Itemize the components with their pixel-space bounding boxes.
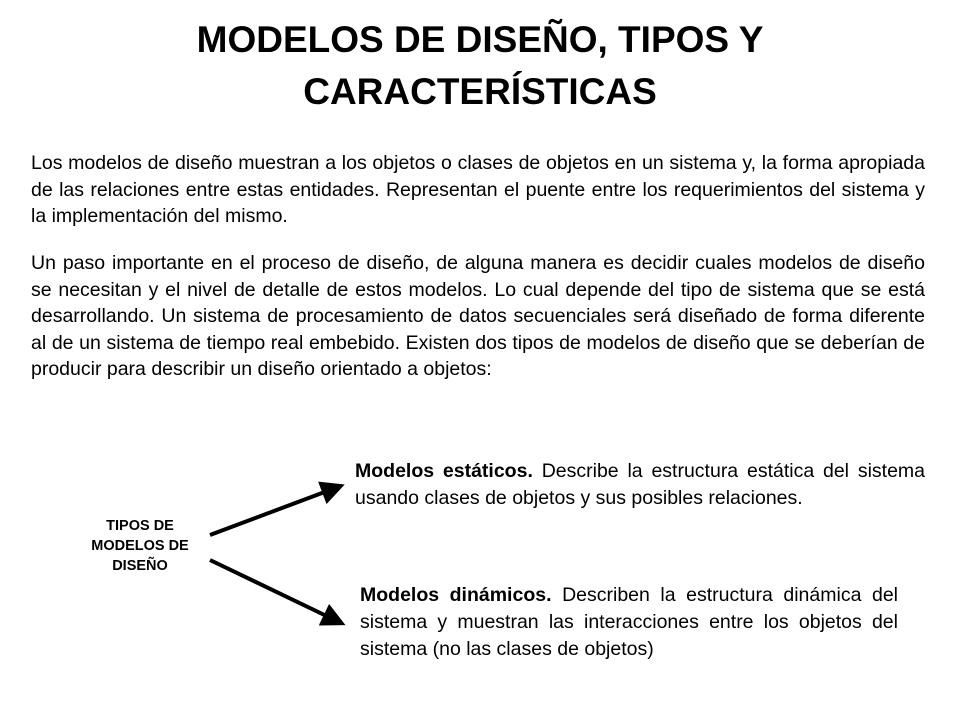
dynamic-models-text: Describen la estructura dinámica del sistema y muestran las interacciones entre los objetos del sistema (no las clases de objetos)	[360, 584, 898, 660]
arrow-to-dynamic	[210, 560, 339, 622]
static-models-text: Describe la estructura estática del sistema usando clases de objetos y sus posibles relaciones.	[355, 460, 926, 509]
model-types-label-line-2: MODELOS DE	[91, 538, 189, 554]
slide-title	[80, 14, 880, 118]
dynamic-models-term: Modelos dinámicos.	[360, 584, 552, 606]
model-types-label	[60, 516, 220, 576]
intro-paragraph: Los modelos de diseño muestran a los objetos o clases de objetos en un sistema y, la forma apropiada de las relaciones entre estas entidades. Representan el puente entre los requerimientos del sistema y la implementación del mismo.	[31, 152, 925, 227]
title-line-1: MODELOS DE DISEÑO, TIPOS Y	[196, 19, 764, 60]
dynamic-models-description	[360, 582, 898, 663]
model-types-label-line-3: DISEÑO	[112, 558, 168, 574]
arrow-to-static	[210, 487, 338, 535]
static-models-description	[355, 458, 925, 512]
title-line-2: CARACTERÍSTICAS	[303, 71, 657, 112]
model-types-label-line-1: TIPOS DE	[106, 518, 174, 534]
static-models-term: Modelos estáticos.	[355, 460, 533, 482]
process-paragraph: Un paso importante en el proceso de diseño, de alguna manera es decidir cuales modelos de diseño se necesitan y el nivel de detalle de estos modelos. Lo cual depende del tipo de sistema que se está desarrollando. Un sistema de procesamiento de datos secuenciales será diseñado de forma diferente al de un sistema de tiempo real embebido. Existen dos tipos de modelos de diseño que se deberían de producir para describir un diseño orientado a objetos:	[31, 252, 925, 380]
